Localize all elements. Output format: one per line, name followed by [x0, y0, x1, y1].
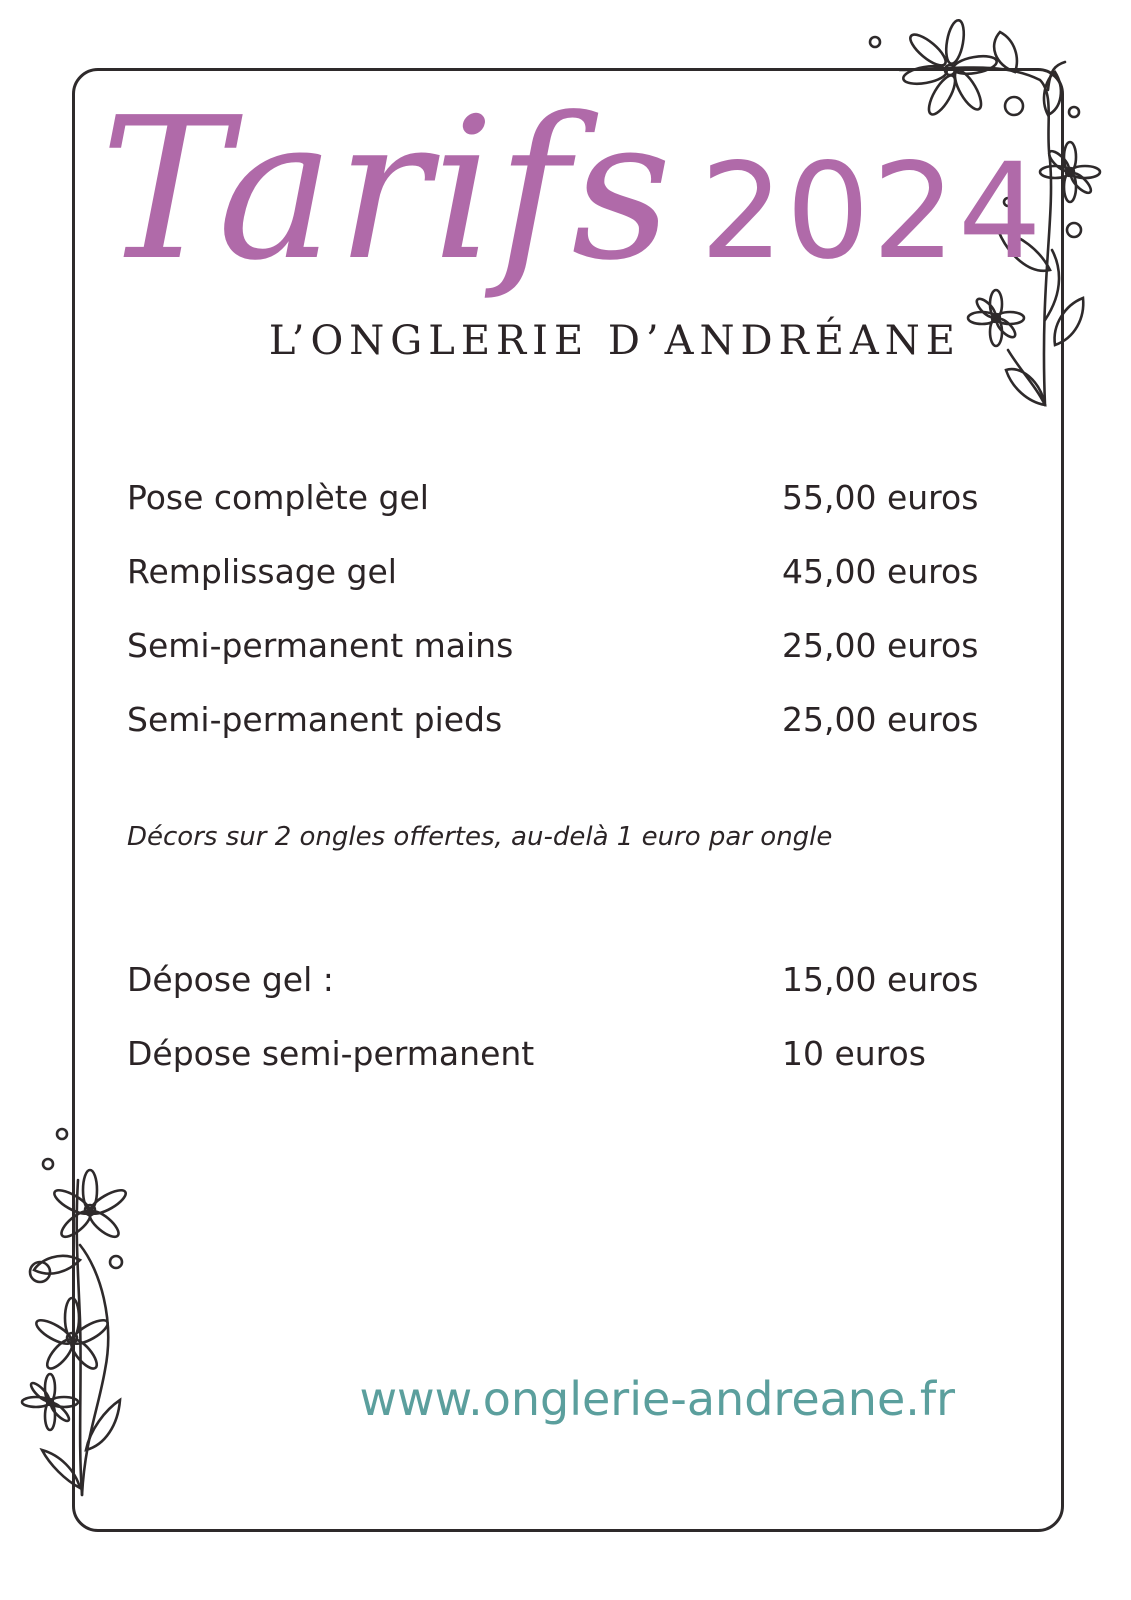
price-row [127, 478, 987, 552]
page-title [100, 76, 1044, 304]
service-price: 25,00 euros [782, 700, 979, 739]
service-price: 55,00 euros [782, 478, 979, 517]
service-label: Remplissage gel [127, 552, 397, 591]
service-label: Semi-permanent pieds [127, 700, 503, 739]
price-row [127, 960, 987, 1034]
service-price: 25,00 euros [782, 626, 979, 665]
flower-decoration-bottom-left-icon [20, 1120, 140, 1500]
removal-price-list [127, 960, 987, 1108]
website-link[interactable]: www.onglerie-andreane.fr [359, 1372, 955, 1426]
service-price: 45,00 euros [782, 552, 979, 591]
service-price: 15,00 euros [782, 960, 979, 999]
service-label: Semi-permanent mains [127, 626, 514, 665]
service-price: 10 euros [782, 1034, 926, 1073]
business-name: L’ONGLERIE D’ANDRÉANE [268, 318, 961, 364]
price-list [127, 478, 987, 774]
price-row [127, 552, 987, 626]
price-row [127, 1034, 987, 1108]
price-row [127, 700, 987, 774]
service-label: Dépose gel : [127, 960, 334, 999]
decor-note: Décors sur 2 ongles offertes, au-delà 1 euro par ongle [127, 822, 833, 852]
service-label: Pose complète gel [127, 478, 429, 517]
price-row [127, 626, 987, 700]
service-label: Dépose semi-permanent [127, 1034, 535, 1073]
title-year: 2024 [699, 135, 1044, 289]
title-word: Tarifs [100, 76, 674, 304]
